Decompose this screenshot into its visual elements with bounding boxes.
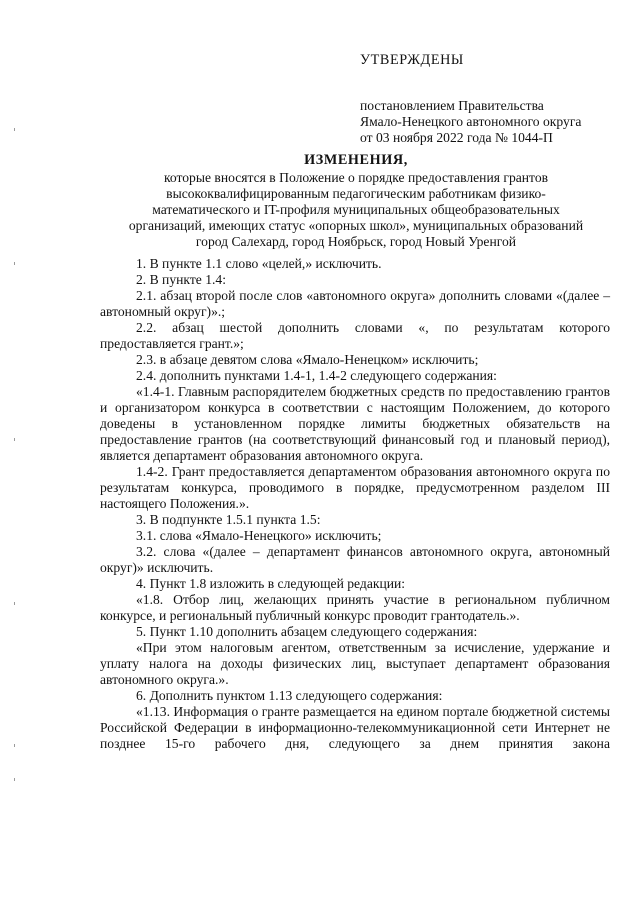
document-title-block [100,152,612,250]
paragraph: 1.4-2. Грант предоставляется департаментом образования автономного округа по результатам конкурса, проводимого в порядке, предусмотренном разделом III настоящего Положения.». [100,464,610,511]
approval-line: Ямало-Ненецкого автономного округа [360,114,582,129]
title-line: которые вносятся в Положение о порядке предоставления грантов [163,170,549,185]
paragraph: «1.13. Информация о гранте размещается на едином портале бюджетной системы Российской Федерации в информационно-телекоммуникационной сети Интернет не позднее 15-го рабочего дня, следующего за днем принятия закона [100,704,610,751]
paragraph: 2.1. абзац второй после слов «автономного округа» дополнить словами «(далее – автономный округ)».; [100,288,610,319]
paragraph: 2. В пункте 1.4: [136,272,226,287]
document-body [100,256,610,752]
paragraph: 3. В подпункте 1.5.1 пункта 1.5: [136,512,321,527]
paragraph: 5. Пункт 1.10 дополнить абзацем следующего содержания: [136,624,478,639]
paragraph: 1. В пункте 1.1 слово «целей,» исключить. [136,256,382,271]
paragraph: «1.4-1. Главным распорядителем бюджетных средств по предоставлению грантов и организатором конкурса в соответствии с настоящим Положением, до которого доведены в установленном порядке лимиты бюджетных обязательств на предоставление грантов (на соответствующий финансовый год и плановый период), является департамент образования автономного округа. [100,384,610,463]
paragraph: 2.3. в абзаце девятом слова «Ямало-Ненецком» исключить; [136,352,479,367]
title-line: город Салехард, город Ноябрьск, город Новый Уренгой [195,234,517,249]
title-line: организаций, имеющих статус «опорных школ», муниципальных образований [128,218,584,233]
approval-line: постановлением Правительства [360,98,544,113]
approval-line: от 03 ноября 2022 года № 1044-П [360,130,553,145]
approval-stamp [360,52,630,146]
paragraph: 2.4. дополнить пунктами 1.4-1, 1.4-2 следующего содержания: [136,368,497,383]
approval-heading: УТВЕРЖДЕНЫ [360,52,464,68]
paragraph: 6. Дополнить пунктом 1.13 следующего содержания: [136,688,443,703]
document-title: ИЗМЕНЕНИЯ, [304,152,408,168]
title-line: высококвалифицированным педагогическим работникам физико- [166,186,546,201]
paragraph: «При этом налоговым агентом, ответственным за исчисление, удержание и уплату налога на доходы физических лиц, выступает департамент образования автономного округа.». [100,640,610,687]
paragraph: «1.8. Отбор лиц, желающих принять участие в региональном публичном конкурсе, и региональный публичный конкурс проводит грантодатель.». [100,592,610,623]
paragraph: 3.2. слова «(далее – департамент финансов автономного округа, автономный округ)» исключить. [100,544,610,575]
title-line: математического и IT-профиля муниципальных общеобразовательных [152,202,560,217]
paragraph: 3.1. слова «Ямало-Ненецкого» исключить; [136,528,382,543]
paragraph: 2.2. абзац шестой дополнить словами «, по результатам которого предоставляется грант.»; [100,320,610,351]
paragraph: 4. Пункт 1.8 изложить в следующей редакции: [136,576,406,591]
